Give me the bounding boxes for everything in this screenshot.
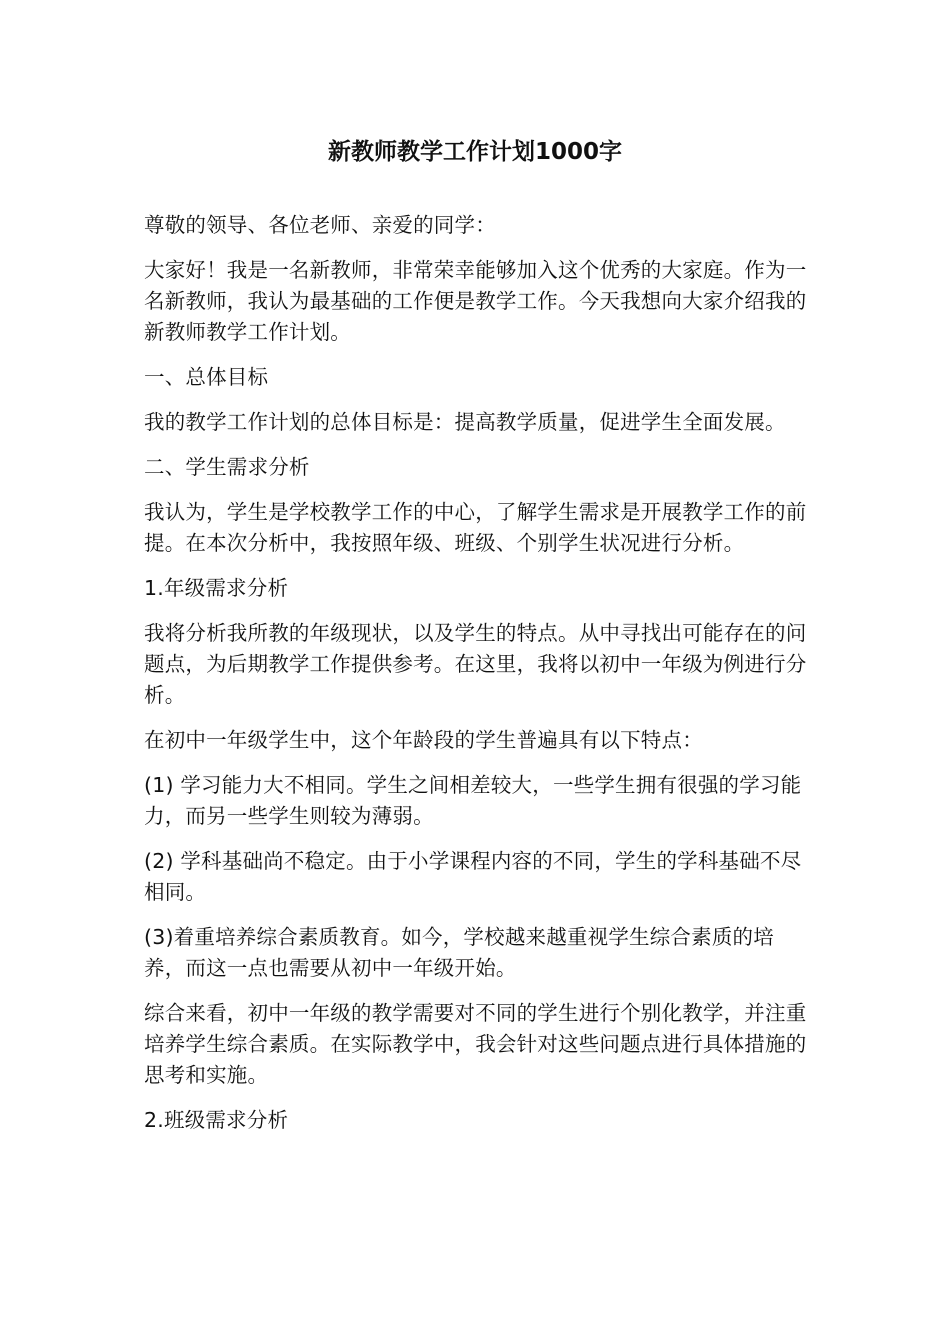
document-body [144, 210, 808, 1150]
summary-paragraph: 综合来看，初中一年级的教学需要对不同的学生进行个别化教学，并注重培养学生综合素质。在实际教学中，我会针对这些问题点进行具体措施的思考和实施。 [144, 1001, 807, 1087]
student-needs-paragraph: 我认为，学生是学校教学工作的中心，了解学生需求是开展教学工作的前提。在本次分析中，我按照年级、班级、个别学生状况进行分析。 [144, 500, 807, 555]
section-heading-overall-goal: 一、总体目标 [144, 365, 269, 389]
grade-traits-intro-paragraph: 在初中一年级学生中，这个年龄段的学生普遍具有以下特点： [144, 728, 703, 752]
section-heading-student-needs: 二、学生需求分析 [144, 455, 310, 479]
trait-item-1: (1) 学习能力大不相同。学生之间相差较大，一些学生拥有很强的学习能力，而另一些学生则较为薄弱。 [144, 773, 802, 828]
subsection-heading-class-needs: 2.班级需求分析 [144, 1108, 289, 1132]
subsection-heading-grade-needs: 1.年级需求分析 [144, 576, 289, 600]
intro-paragraph: 大家好！我是一名新教师，非常荣幸能够加入这个优秀的大家庭。作为一名新教师，我认为最基础的工作便是教学工作。今天我想向大家介绍我的新教师教学工作计划。 [144, 258, 807, 344]
grade-needs-paragraph: 我将分析我所教的年级现状，以及学生的特点。从中寻找出可能存在的问题点，为后期教学工作提供参考。在这里，我将以初中一年级为例进行分析。 [144, 621, 807, 707]
trait-item-2: (2) 学科基础尚不稳定。由于小学课程内容的不同，学生的学科基础不尽相同。 [144, 849, 802, 904]
overall-goal-paragraph: 我的教学工作计划的总体目标是：提高教学质量，促进学生全面发展。 [144, 410, 786, 434]
salutation-paragraph: 尊敬的领导、各位老师、亲爱的同学： [144, 213, 496, 237]
trait-item-3: (3)着重培养综合素质教育。如今，学校越来越重视学生综合素质的培养，而这一点也需要从初中一年级开始。 [144, 925, 774, 980]
document-title: 新教师教学工作计划1000字 [327, 139, 622, 165]
